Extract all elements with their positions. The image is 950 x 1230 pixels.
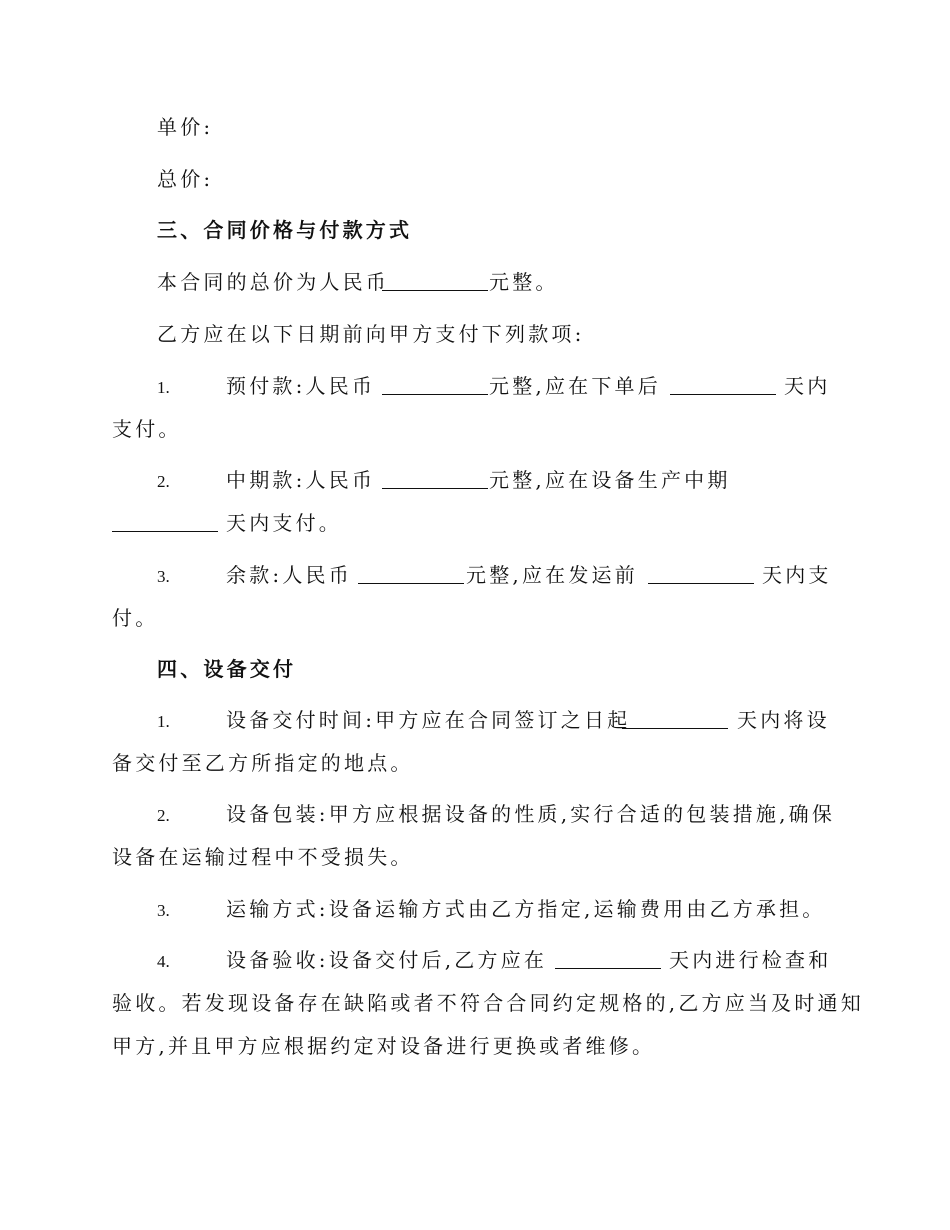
delivery-item-4-cont1: 验收。若发现设备存在缺陷或者不符合合同约定规格的,乙方应当及时通知 — [112, 991, 864, 1015]
delivery-item-4-text-a: 设备验收:设备交付后,乙方应在 — [226, 948, 548, 972]
payment-item-3-blank-days — [648, 561, 754, 584]
payment-item-2-blank-amount — [382, 466, 488, 489]
list-number: 3. — [157, 567, 170, 586]
delivery-item-4-cont2: 甲方,并且甲方应根据约定对设备进行更换或者维修。 — [112, 1034, 656, 1058]
payment-item-3-text-c: 天内支 — [762, 563, 832, 587]
payment-item-1-cont: 支付。 — [112, 417, 182, 441]
contract-total-text-b: 元整。 — [489, 270, 559, 294]
contract-total-blank — [382, 268, 488, 291]
delivery-item-3-text-a: 运输方式:设备运输方式由乙方指定,运输费用由乙方承担。 — [226, 897, 826, 921]
payment-item-3-text-a: 余款:人民币 — [226, 563, 352, 587]
payment-item-3-text-b: 元整,应在发运前 — [466, 563, 638, 587]
payment-item-2-text-a: 中期款:人民币 — [226, 468, 376, 492]
contract-total-text-a: 本合同的总价为人民币 — [157, 270, 389, 294]
payment-item-3-cont: 付。 — [112, 606, 159, 630]
delivery-item-2-cont: 设备在运输过程中不受损失。 — [112, 845, 414, 869]
payment-item-1-text-a: 预付款:人民币 — [226, 374, 376, 398]
delivery-item-2-text-a: 设备包装:甲方应根据设备的性质,实行合适的包装措施,确保 — [226, 802, 836, 826]
delivery-item-4-text-b: 天内进行检查和 — [669, 948, 832, 972]
list-number: 2. — [157, 806, 170, 825]
list-number: 1. — [157, 378, 170, 397]
list-number: 1. — [157, 712, 170, 731]
payment-item-1-blank-days — [670, 372, 776, 395]
payment-item-1-text-b: 元整,应在下单后 — [489, 374, 661, 398]
section3-heading: 三、合同价格与付款方式 — [157, 218, 413, 242]
payment-item-3-blank-amount — [358, 561, 464, 584]
payment-item-2-text-b: 元整,应在设备生产中期 — [489, 468, 731, 492]
section4-heading: 四、设备交付 — [157, 657, 297, 681]
list-number: 3. — [157, 901, 170, 920]
delivery-item-1-cont: 备交付至乙方所指定的地点。 — [112, 751, 414, 775]
payment-item-2-blank-days — [112, 509, 218, 532]
delivery-item-1-text-b: 天内将设 — [737, 708, 830, 732]
unit-price-label: 单价: — [157, 115, 214, 139]
delivery-item-4-blank-days — [555, 946, 661, 969]
delivery-item-1-text-a: 设备交付时间:甲方应在合同签订之日起 — [226, 708, 631, 732]
payment-item-1-blank-amount — [382, 372, 488, 395]
payment-item-2-cont: 天内支付。 — [226, 511, 342, 535]
list-number: 2. — [157, 472, 170, 491]
payment-intro-text: 乙方应在以下日期前向甲方支付下列款项: — [157, 322, 585, 346]
list-number: 4. — [157, 952, 170, 971]
payment-item-1-text-c: 天内 — [784, 374, 831, 398]
total-price-label: 总价: — [157, 167, 214, 191]
delivery-item-1-blank-days — [622, 706, 728, 729]
